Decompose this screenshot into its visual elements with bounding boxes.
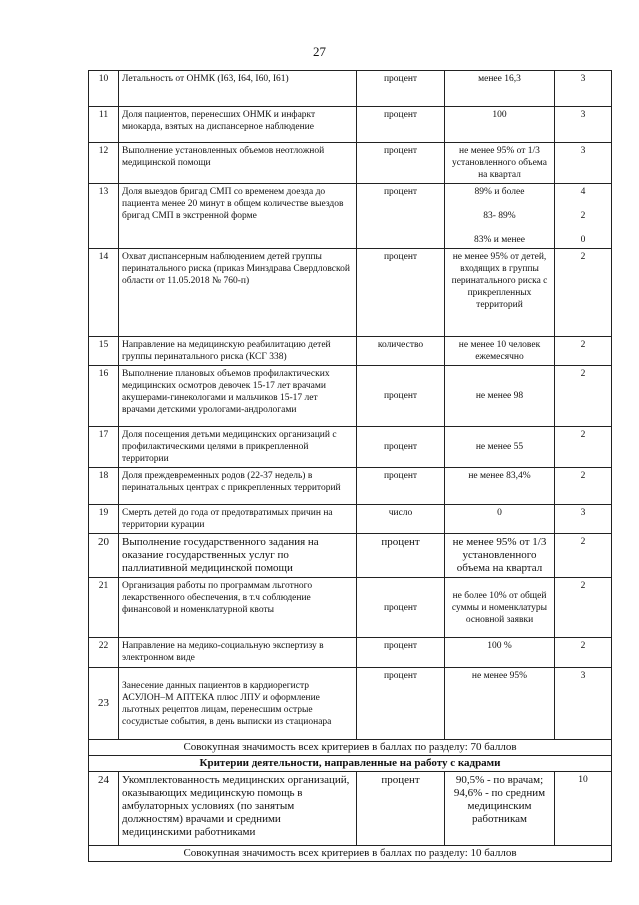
table-row — [89, 427, 612, 468]
row-number: 13 — [89, 184, 119, 249]
table-row — [89, 578, 612, 638]
target-value: не менее 83,4% — [445, 468, 555, 505]
score-cell: 2 — [555, 468, 612, 505]
table-row — [89, 668, 612, 740]
score-cell: 2 — [555, 366, 612, 427]
page-number: 27 — [313, 44, 326, 59]
table-row — [89, 337, 612, 366]
criterion-name: Выполнение плановых объемов профилактических медицинских осмотров девочек 15-17 лет врачами акушерами-гинекологами и мальчиков 15-17 лет врачами детскими урологами-андрологами — [119, 366, 357, 427]
target-value: не менее 55 — [445, 427, 555, 468]
target-value: не менее 95% от 1/3 установленного объема на квартал — [445, 143, 555, 184]
row-number: 22 — [89, 638, 119, 668]
row-number: 18 — [89, 468, 119, 505]
target-value-line: 89% и более — [474, 187, 525, 197]
criterion-name: Выполнение государственного задания на оказание государственных услуг по паллиативной медицинской помощи — [119, 534, 357, 578]
criterion-name: Охват диспансерным наблюдением детей группы перинатального риска (приказ Минздрава Свердловской области от 11.05.2018 № 760-п) — [119, 249, 357, 337]
score-line: 4 — [580, 187, 586, 197]
table-row — [89, 107, 612, 143]
score-cell: 3 — [555, 505, 612, 534]
score-cell: 3 — [555, 143, 612, 184]
row-number: 24 — [89, 772, 119, 846]
row-number: 23 — [89, 668, 119, 740]
unit-cell: процент — [357, 534, 445, 578]
unit-cell: процент — [357, 772, 445, 846]
criterion-name: Доля преждевременных родов (22-37 недель) в перинатальных центрах с прикрепленных территорий — [119, 468, 357, 505]
target-value: не более 10% от общей суммы и номенклатуры основной заявки — [445, 578, 555, 638]
table-row — [89, 638, 612, 668]
score-cell: 2 — [555, 337, 612, 366]
target-value: не менее 10 человек ежемесячно — [445, 337, 555, 366]
score-cell: 2 — [555, 249, 612, 337]
score-cell: 3 — [555, 71, 612, 107]
score-cell: 3 — [555, 107, 612, 143]
table-row — [89, 71, 612, 107]
score-cell: 2 — [555, 578, 612, 638]
criterion-name: Организация работы по программам льготного лекарственного обеспечения, в т.ч соблюдение финансовой и номенклатурной квоты — [119, 578, 357, 638]
criterion-name: Смерть детей до года от предотвратимых причин на территории курации — [119, 505, 357, 534]
row-number: 19 — [89, 505, 119, 534]
unit-cell: процент — [357, 71, 445, 107]
criterion-name: Выполнение установленных объемов неотложной медицинской помощи — [119, 143, 357, 184]
unit-cell: процент — [357, 249, 445, 337]
unit-cell: процент — [357, 184, 445, 249]
table-row — [89, 534, 612, 578]
table-row — [89, 772, 612, 846]
score-line: 2 — [580, 211, 586, 221]
score-cell — [555, 184, 612, 249]
target-value: 100 % — [445, 638, 555, 668]
unit-cell: процент — [357, 107, 445, 143]
target-value-line: 83% и менее — [474, 235, 525, 245]
row-number: 20 — [89, 534, 119, 578]
row-number: 14 — [89, 249, 119, 337]
section-summary: Совокупная значимость всех критериев в баллах по разделу: 10 баллов — [89, 846, 612, 862]
unit-cell: процент — [357, 468, 445, 505]
section-summary: Совокупная значимость всех критериев в баллах по разделу: 70 баллов — [89, 740, 612, 756]
score-cell: 2 — [555, 427, 612, 468]
criterion-name: Летальность от ОНМК (I63, I64, I60, I61) — [119, 71, 357, 107]
section-header-row — [89, 756, 612, 772]
row-number: 16 — [89, 366, 119, 427]
unit-cell: процент — [357, 668, 445, 740]
criteria-table — [88, 70, 612, 862]
target-value: 90,5% - по врачам; 94,6% - по средним медицинским работникам — [445, 772, 555, 846]
criterion-name: Доля пациентов, перенесших ОНМК и инфаркт миокарда, взятых на диспансерное наблюдение — [119, 107, 357, 143]
unit-cell: процент — [357, 143, 445, 184]
target-value: менее 16,3 — [445, 71, 555, 107]
table-row — [89, 184, 612, 249]
table-row — [89, 249, 612, 337]
row-number: 10 — [89, 71, 119, 107]
target-value: не менее 98 — [445, 366, 555, 427]
score-cell: 3 — [555, 668, 612, 740]
criterion-name: Доля выездов бригад СМП со временем доезда до пациента менее 20 минут в общем количестве выездов бригад СМП в экстренной форме — [119, 184, 357, 249]
row-number: 21 — [89, 578, 119, 638]
row-number: 12 — [89, 143, 119, 184]
target-value: 100 — [445, 107, 555, 143]
row-number: 11 — [89, 107, 119, 143]
score-cell: 10 — [555, 772, 612, 846]
criterion-name: Доля посещения детьми медицинских организаций с профилактическими целями в прикрепленной территории — [119, 427, 357, 468]
unit-cell: количество — [357, 337, 445, 366]
row-number: 15 — [89, 337, 119, 366]
unit-cell: процент — [357, 638, 445, 668]
table-row — [89, 468, 612, 505]
section-header: Критерии деятельности, направленные на работу с кадрами — [89, 756, 612, 772]
target-value-line: 83- 89% — [483, 211, 516, 221]
unit-cell: процент — [357, 366, 445, 427]
row-number: 17 — [89, 427, 119, 468]
score-line: 0 — [580, 235, 586, 245]
criterion-name: Направление на медико-социальную экспертизу в электронном виде — [119, 638, 357, 668]
target-value: не менее 95% от детей, входящих в группы перинатального риска с прикрепленных территорий — [445, 249, 555, 337]
summary-row — [89, 740, 612, 756]
target-value: не менее 95% — [445, 668, 555, 740]
unit-cell: процент — [357, 427, 445, 468]
criterion-name: Укомплектованность медицинских организаций, оказывающих медицинскую помощь в амбулаторных условиях (по занятым должностям) врачами и средними медицинскими работниками — [119, 772, 357, 846]
target-value: 0 — [445, 505, 555, 534]
summary-row — [89, 846, 612, 862]
table-row — [89, 366, 612, 427]
criterion-name: Направление на медицинскую реабилитацию детей группы перинатального риска (КСГ 338) — [119, 337, 357, 366]
target-value — [445, 184, 555, 249]
score-cell: 2 — [555, 534, 612, 578]
table-row — [89, 143, 612, 184]
criterion-name: Занесение данных пациентов в кардиорегистр АСУЛОН–М АПТЕКА плюс ЛПУ и оформление льготных рецептов лицам, перенесшим острые сосудистые события, в день выписки из стационара — [119, 668, 357, 740]
target-value: не менее 95% от 1/3 установленного объема на квартал — [445, 534, 555, 578]
unit-cell: число — [357, 505, 445, 534]
score-cell: 2 — [555, 638, 612, 668]
table-row — [89, 505, 612, 534]
unit-cell: процент — [357, 578, 445, 638]
